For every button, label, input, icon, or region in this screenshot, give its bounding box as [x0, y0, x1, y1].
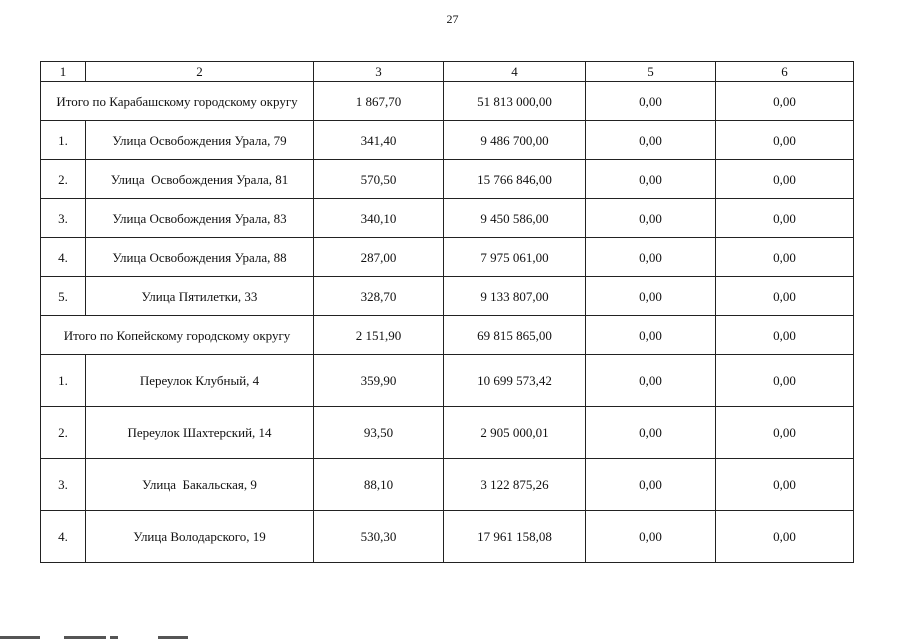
- table-row: [41, 121, 854, 160]
- col6-cell: 0,00: [716, 160, 854, 199]
- area-cell: 287,00: [314, 238, 444, 277]
- col5-cell: 0,00: [586, 238, 716, 277]
- area-cell: 340,10: [314, 199, 444, 238]
- column-header: 3: [314, 62, 444, 82]
- area-cell: 341,40: [314, 121, 444, 160]
- section-total-row: [41, 82, 854, 121]
- table-row: [41, 199, 854, 238]
- total-col5-cell: 0,00: [586, 316, 716, 355]
- row-number-cell: 4.: [41, 511, 86, 563]
- scan-mark: [0, 636, 40, 639]
- area-cell: 530,30: [314, 511, 444, 563]
- col5-cell: 0,00: [586, 277, 716, 316]
- column-header: 6: [716, 62, 854, 82]
- address-cell: Улица Володарского, 19: [86, 511, 314, 563]
- section-total-label: Итого по Копейскому городскому округу: [41, 316, 314, 355]
- housing-table: [40, 61, 854, 563]
- cost-cell: 9 486 700,00: [444, 121, 586, 160]
- col6-cell: 0,00: [716, 238, 854, 277]
- column-header: 1: [41, 62, 86, 82]
- row-number-cell: 2.: [41, 160, 86, 199]
- cost-cell: 15 766 846,00: [444, 160, 586, 199]
- area-cell: 328,70: [314, 277, 444, 316]
- address-cell: Переулок Клубный, 4: [86, 355, 314, 407]
- total-col6-cell: 0,00: [716, 316, 854, 355]
- table-row: [41, 355, 854, 407]
- address-cell: Улица Освобождения Урала, 81: [86, 160, 314, 199]
- address-cell: Переулок Шахтерский, 14: [86, 407, 314, 459]
- col6-cell: 0,00: [716, 121, 854, 160]
- address-cell: Улица Бакальская, 9: [86, 459, 314, 511]
- page-number: 27: [446, 12, 459, 26]
- col6-cell: 0,00: [716, 355, 854, 407]
- table-row: [41, 459, 854, 511]
- address-cell: Улица Пятилетки, 33: [86, 277, 314, 316]
- total-col5-cell: 0,00: [586, 82, 716, 121]
- area-cell: 359,90: [314, 355, 444, 407]
- row-number-cell: 3.: [41, 199, 86, 238]
- cost-cell: 9 133 807,00: [444, 277, 586, 316]
- address-cell: Улица Освобождения Урала, 88: [86, 238, 314, 277]
- col5-cell: 0,00: [586, 407, 716, 459]
- area-cell: 570,50: [314, 160, 444, 199]
- scan-artifact-strip: [0, 634, 905, 640]
- col5-cell: 0,00: [586, 459, 716, 511]
- row-number-cell: 3.: [41, 459, 86, 511]
- scan-mark: [110, 636, 118, 639]
- address-cell: Улица Освобождения Урала, 83: [86, 199, 314, 238]
- col5-cell: 0,00: [586, 121, 716, 160]
- col6-cell: 0,00: [716, 511, 854, 563]
- cost-cell: 7 975 061,00: [444, 238, 586, 277]
- column-header: 2: [86, 62, 314, 82]
- row-number-cell: 4.: [41, 238, 86, 277]
- cost-cell: 2 905 000,01: [444, 407, 586, 459]
- cost-cell: 17 961 158,08: [444, 511, 586, 563]
- total-col6-cell: 0,00: [716, 82, 854, 121]
- section-total-label: Итого по Карабашскому городскому округу: [41, 82, 314, 121]
- col5-cell: 0,00: [586, 160, 716, 199]
- table-row: [41, 407, 854, 459]
- col6-cell: 0,00: [716, 407, 854, 459]
- total-cost-cell: 51 813 000,00: [444, 82, 586, 121]
- row-number-cell: 1.: [41, 355, 86, 407]
- address-cell: Улица Освобождения Урала, 79: [86, 121, 314, 160]
- col6-cell: 0,00: [716, 277, 854, 316]
- col5-cell: 0,00: [586, 355, 716, 407]
- total-area-cell: 1 867,70: [314, 82, 444, 121]
- table-row: [41, 238, 854, 277]
- col5-cell: 0,00: [586, 511, 716, 563]
- area-cell: 88,10: [314, 459, 444, 511]
- col6-cell: 0,00: [716, 459, 854, 511]
- area-cell: 93,50: [314, 407, 444, 459]
- table-row: [41, 511, 854, 563]
- cost-cell: 10 699 573,42: [444, 355, 586, 407]
- scan-mark: [158, 636, 188, 639]
- scan-mark: [64, 636, 106, 639]
- row-number-cell: 5.: [41, 277, 86, 316]
- column-header: 5: [586, 62, 716, 82]
- column-number-row: [41, 62, 854, 82]
- section-total-row: [41, 316, 854, 355]
- cost-cell: 9 450 586,00: [444, 199, 586, 238]
- cost-cell: 3 122 875,26: [444, 459, 586, 511]
- row-number-cell: 1.: [41, 121, 86, 160]
- table-row: [41, 277, 854, 316]
- col5-cell: 0,00: [586, 199, 716, 238]
- row-number-cell: 2.: [41, 407, 86, 459]
- table-row: [41, 160, 854, 199]
- column-header: 4: [444, 62, 586, 82]
- total-area-cell: 2 151,90: [314, 316, 444, 355]
- col6-cell: 0,00: [716, 199, 854, 238]
- total-cost-cell: 69 815 865,00: [444, 316, 586, 355]
